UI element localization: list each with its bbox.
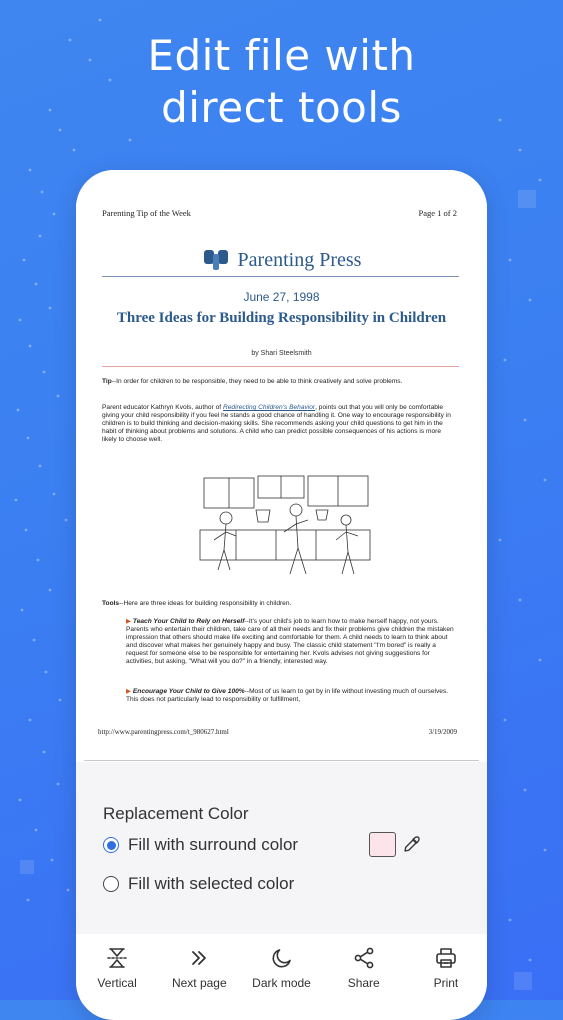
option-fill-surround[interactable] <box>103 835 298 855</box>
replacement-color-title: Replacement Color <box>103 804 249 823</box>
idea-2-title: Encourage Your Child to Give 100% <box>132 688 245 695</box>
doc-logo <box>76 248 487 272</box>
headline-line-2: direct tools <box>161 83 402 132</box>
option-surround-label: Fill with surround color <box>128 835 299 854</box>
decor-square <box>518 190 536 208</box>
next-page-label: Next page <box>171 976 227 990</box>
radio-selected-unselected[interactable] <box>103 876 119 892</box>
decor-square <box>514 972 532 990</box>
printer-icon <box>434 946 458 970</box>
doc-footer-date: 3/19/2009 <box>428 728 457 736</box>
parenting-press-logo-icon <box>202 248 230 272</box>
option-selected-label: Fill with selected color <box>128 874 295 893</box>
doc-date: June 27, 1998 <box>243 290 320 304</box>
bullet-arrow-icon: ▶ <box>126 688 133 695</box>
print-button[interactable] <box>405 934 487 1004</box>
logo-rule <box>102 276 459 277</box>
idea-2-paragraph <box>126 688 454 704</box>
phone-screen <box>76 170 487 1020</box>
option-fill-selected[interactable] <box>103 874 294 894</box>
author-text-after: , points out that you will only be comfortable giving your child responsibility if you feel he stands a good chance of handling it. One way to encourage responsibility in children is to build thinking and decision-making skills. She recommends asking your child questions to get him in the habit of thinking about problems and solutions. A child who can predict possible consequences of his actions is more likely to choose well. <box>102 404 451 443</box>
tools-paragraph <box>102 600 457 608</box>
moon-icon <box>270 946 294 970</box>
tools-text: --Here are three ideas for building responsibility in children. <box>119 600 292 607</box>
doc-footer-url: http://www.parentingpress.com/t_980627.html <box>98 728 229 736</box>
print-label: Print <box>433 976 459 990</box>
tools-label: Tools <box>102 600 120 607</box>
document-page[interactable] <box>76 170 487 760</box>
doc-byline: by Shari Steelsmith <box>251 350 312 357</box>
idea-1-title: Teach Your Child to Rely on Herself <box>132 618 245 625</box>
share-icon <box>352 946 376 970</box>
bullet-arrow-icon: ▶ <box>126 618 133 625</box>
tip-paragraph <box>102 378 457 386</box>
idea-1-text: --It's your child's job to learn how to make herself happy, not yours. Parents who entertain their children, take care of all their needs and fix their problems give children the mistaken impression that others should make life exciting and comfortable for them. A child needs to learn to think about and discover what makes her genuinely happy and busy. The classic child statement "I'm bored" is really a request for someone else to be responsible for entertaining her. Kvols advises not giving suggestions for activities, but asking, "What will you do?" in a friendly, interested way. <box>126 618 454 665</box>
radio-surround-selected[interactable] <box>103 837 119 853</box>
next-page-button[interactable] <box>158 934 240 1004</box>
doc-title: Three Ideas for Building Responsibility in Children <box>116 310 447 326</box>
tip-text: --In order for children to be responsible, they need to be able to think creatively and solve problems. <box>111 378 403 385</box>
author-paragraph <box>102 404 457 444</box>
headline-line-1: Edit file with <box>147 31 416 80</box>
color-swatch[interactable] <box>369 832 396 857</box>
panel-divider <box>84 760 479 761</box>
dark-mode-button[interactable] <box>240 934 322 1004</box>
bottom-toolbar <box>76 934 487 1004</box>
vertical-button[interactable] <box>76 934 158 1004</box>
promo-headline <box>0 30 563 134</box>
idea-1-paragraph <box>126 618 454 666</box>
kitchen-illustration <box>196 470 376 582</box>
doc-page-number: Page 1 of 2 <box>418 208 457 218</box>
title-rule <box>102 366 459 367</box>
idea-2-text: --Most of us learn to get by in life without investing much of ourselves. This does not particularly lead to responsibility or fulfillment, <box>126 688 449 703</box>
vertical-scroll-icon <box>105 946 129 970</box>
book-link[interactable]: Redirecting Children's Behavior <box>222 404 316 411</box>
share-label: Share <box>347 976 380 990</box>
dark-mode-label: Dark mode <box>252 976 311 990</box>
double-chevron-right-icon <box>187 946 211 970</box>
replacement-color-panel <box>76 762 487 934</box>
share-button[interactable] <box>323 934 405 1004</box>
logo-text: Parenting Press <box>237 248 362 271</box>
eyedropper-icon[interactable] <box>402 836 420 854</box>
vertical-label: Vertical <box>97 976 137 990</box>
author-text-before: Parent educator Kathryn Kvols, author of <box>102 404 223 411</box>
doc-header-left: Parenting Tip of the Week <box>102 208 191 218</box>
tip-label: Tip <box>102 378 112 385</box>
decor-square <box>20 860 34 874</box>
